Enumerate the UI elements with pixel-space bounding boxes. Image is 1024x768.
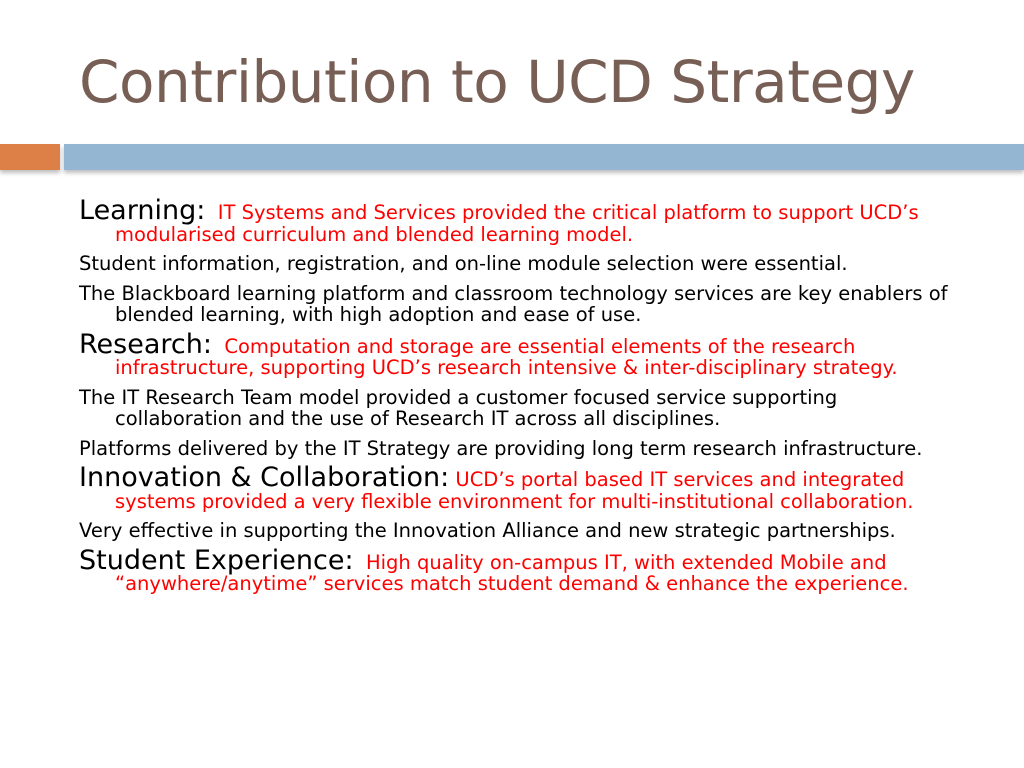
bullet-text: Very effective in supporting the Innovation Alliance and new strategic partnerships. [79,519,896,542]
bullet-highlight-text: High quality on-campus IT, with extended Mobile and “anywhere/anytime” services match student demand & enhance the experience. [115,550,909,595]
bullet-heading: Research: [79,328,212,360]
bullet-highlight-text: UCD’s portal based IT services and integrated systems provided a very flexible environment for multi-institutional collaboration. [115,468,914,513]
bullet-learning [79,195,959,246]
bullet-highlight-text: Computation and storage are essential elements of the research infrastructure, supporting UCD’s research intensive & inter-disciplinary strategy. [115,334,898,379]
slide-content [79,195,959,603]
bullet-heading: Innovation & Collaboration: [79,462,450,493]
bullet-text: Student information, registration, and on-line module selection were essential. [79,252,848,275]
bullet-blackboard [79,283,959,326]
bullet-heading: Student Experience: [79,544,354,576]
bullet-research-team [79,387,959,430]
accent-bar-blue [64,144,1024,170]
bullet-highlight-text: IT Systems and Services provided the critical platform to support UCD’s modularised curriculum and blended learning model. [115,201,919,246]
bullet-innovation [79,462,959,513]
bullet-text: The Blackboard learning platform and classroom technology services are key enablers of blended learning, with high adoption and ease of use. [79,281,948,326]
bullet-student-information [79,253,959,275]
slide-title: Contribution to UCD Strategy [79,48,915,116]
bullet-text: Platforms delivered by the IT Strategy are providing long term research infrastructure. [79,436,923,460]
bullet-heading: Learning: [79,195,206,226]
bullet-platforms [79,438,959,460]
bullet-innovation-alliance [79,520,959,542]
bullet-research [79,328,959,379]
bullet-student-experience [79,544,959,595]
bullet-text: The IT Research Team model provided a customer focused service supporting collaboration and the use of Research IT across all disciplines. [79,385,838,430]
accent-bar-orange [0,144,60,170]
